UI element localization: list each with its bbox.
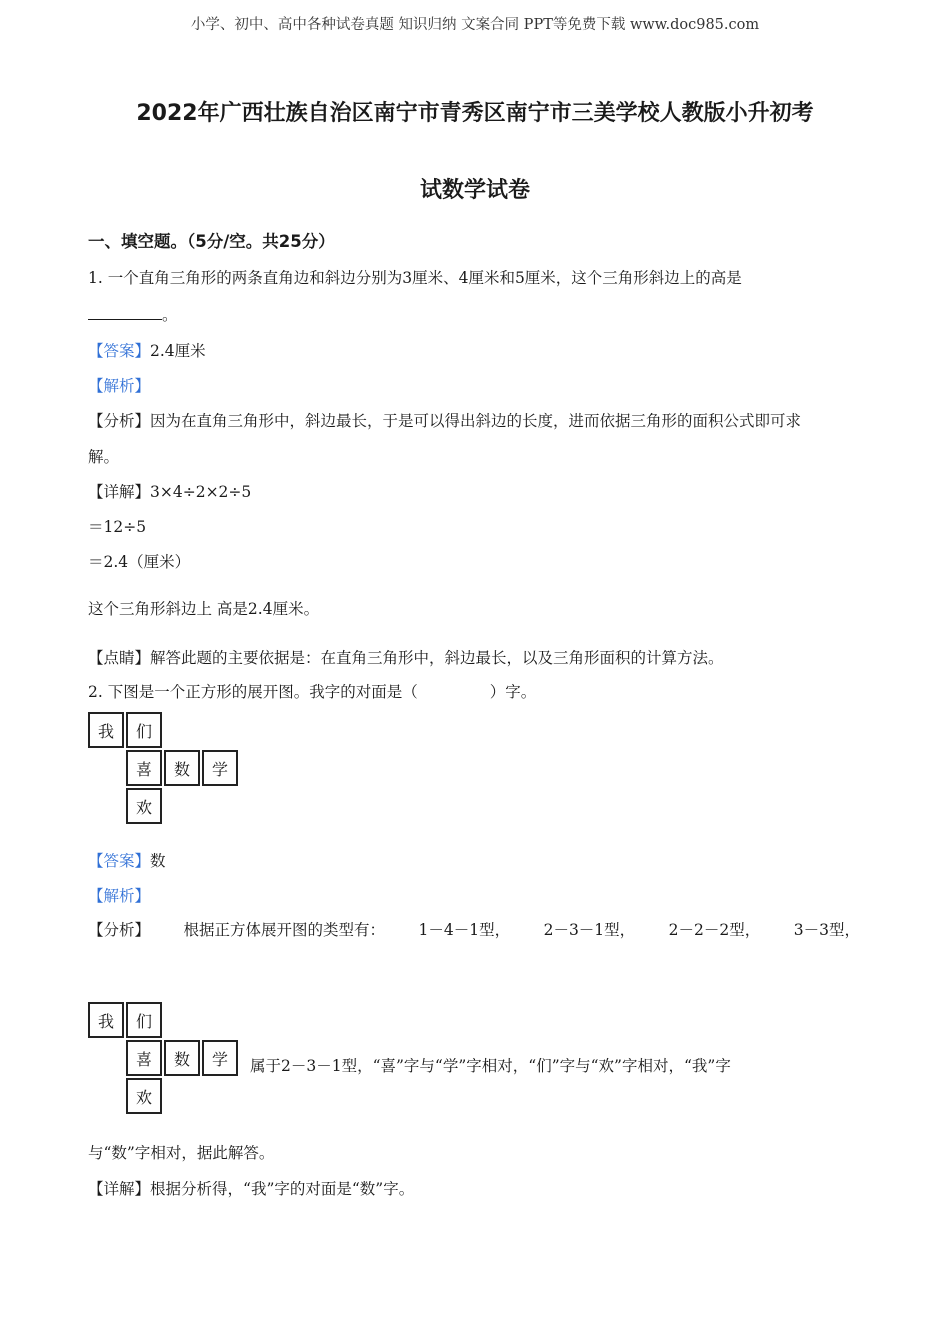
q1-detail-line2: ＝12÷5 xyxy=(88,518,147,536)
fenxi-part: 3－3型， xyxy=(793,921,860,939)
detail-tag: 【详解】 xyxy=(88,1180,151,1198)
page-header: 小学、初中、高中各种试卷真题 知识归纳 文案合同 PPT等免费下载 www.doc985.com xyxy=(190,17,760,33)
net-cell-men: 们 xyxy=(126,1002,162,1038)
fenxi-text: 因为在直角三角形中，斜边最长，于是可以得出斜边的长度，进而依据三角形的面积公式即可求 xyxy=(150,412,802,430)
net-cell-xi: 喜 xyxy=(126,1040,162,1076)
doc-title-line1: 2022年广西壮族自治区南宁市青秀区南宁市三美学校人教版小升初考 xyxy=(136,101,814,126)
fenxi-part: 2－2－2型， xyxy=(668,921,761,939)
cube-net-figure-2 xyxy=(88,1002,242,1114)
q2-fenxi-line xyxy=(88,918,860,940)
q1-text-line2 xyxy=(88,303,178,325)
doc-title-line2: 试数学试卷 xyxy=(419,178,530,203)
q1-fenxi-line2: 解。 xyxy=(88,448,120,466)
q2-detail xyxy=(88,1177,414,1199)
net-cell-xue: 学 xyxy=(202,1040,238,1076)
q2-text-start: 2. 下图是一个正方形的展开图。我字的对面是（ xyxy=(88,683,418,701)
answer-tag: 【答案】 xyxy=(88,852,151,870)
net-cell-shu: 数 xyxy=(164,1040,200,1076)
detail-tag: 【详解】 xyxy=(88,483,151,501)
fenxi-part: 2－3－1型， xyxy=(543,921,636,939)
net-cell-wo: 我 xyxy=(88,712,124,748)
net-cell-shu: 数 xyxy=(164,750,200,786)
fenxi-tag: 【分析】 xyxy=(88,921,151,939)
section-heading: 一、填空题。（5分/空。共25分） xyxy=(88,232,335,251)
net-cell-xue: 学 xyxy=(202,750,238,786)
answer-blank xyxy=(88,305,162,320)
q2-text xyxy=(88,680,536,702)
q2-net-text: 属于2－3－1型，“喜”字与“学”字相对，“们”字与“欢”字相对，“我”字 xyxy=(250,1057,731,1075)
dianjing-text: 解答此题的主要依据是：在直角三角形中，斜边最长，以及三角形面积的计算方法。 xyxy=(150,649,724,667)
net-cell-xi: 喜 xyxy=(126,750,162,786)
q1-fenxi-line1 xyxy=(88,409,801,431)
q1-conclusion: 这个三角形斜边上 高是2.4厘米。 xyxy=(88,600,320,618)
q2-analysis-tag: 【解析】 xyxy=(88,887,151,905)
fenxi-tag: 【分析】 xyxy=(88,412,151,430)
fenxi-part: 根据正方体展开图的类型有： xyxy=(183,921,386,939)
q1-answer xyxy=(88,339,206,361)
q1-detail-line1 xyxy=(88,480,251,502)
answer-value: 2.4厘米 xyxy=(150,342,206,360)
detail-text: 根据分析得，“我”字的对面是“数”字。 xyxy=(150,1180,415,1198)
net-cell-wo: 我 xyxy=(88,1002,124,1038)
net-cell-huan: 欢 xyxy=(126,788,162,824)
cube-net-figure xyxy=(88,712,242,824)
q1-dianjing xyxy=(88,646,724,668)
q1-detail-line3: ＝2.4（厘米） xyxy=(88,553,191,571)
q2-net-text2: 与“数”字相对，据此解答。 xyxy=(88,1144,275,1162)
q1-text-line1: 1. 一个直角三角形的两条直角边和斜边分别为3厘米、4厘米和5厘米，这个三角形斜边上的高是 xyxy=(88,269,742,287)
detail-text: 3×4÷2×2÷5 xyxy=(150,483,252,501)
net-cell-men: 们 xyxy=(126,712,162,748)
fenxi-part: 1－4－1型， xyxy=(418,921,511,939)
q1-line2-end: 。 xyxy=(162,306,178,324)
q2-answer xyxy=(88,849,166,871)
q1-analysis-tag: 【解析】 xyxy=(88,377,151,395)
answer-value: 数 xyxy=(150,852,166,870)
answer-tag: 【答案】 xyxy=(88,342,151,360)
dianjing-tag: 【点睛】 xyxy=(88,649,151,667)
net-cell-huan: 欢 xyxy=(126,1078,162,1114)
q2-text-end: ）字。 xyxy=(489,683,537,701)
